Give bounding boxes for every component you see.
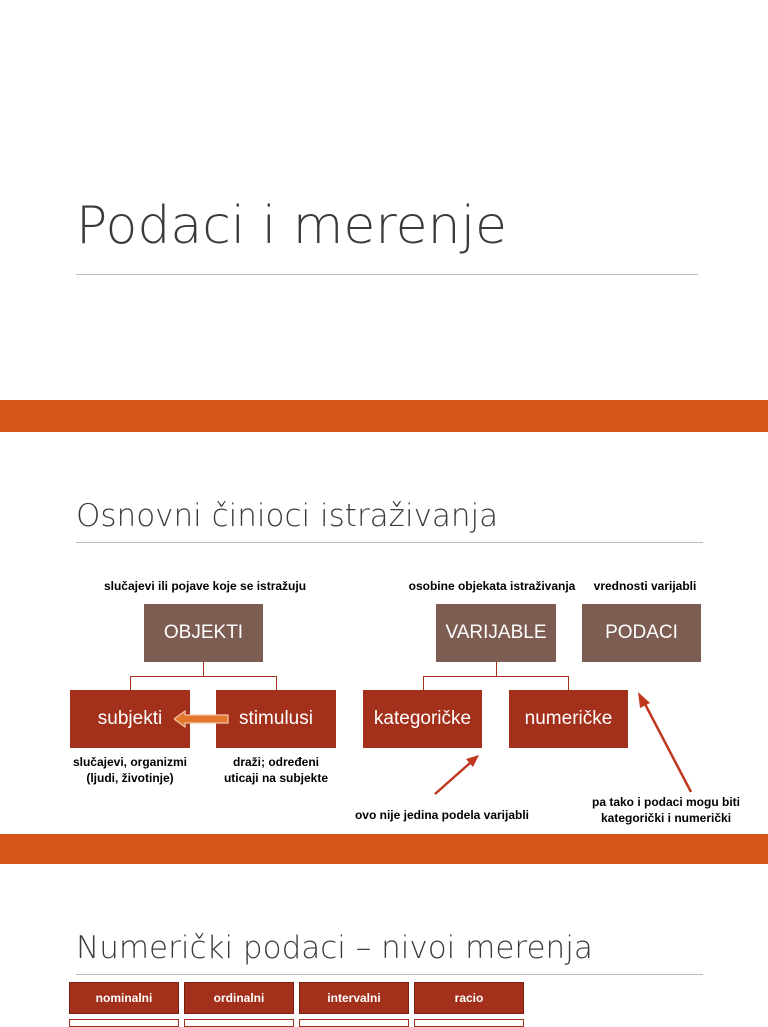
numericke-box: numeričke — [509, 690, 628, 748]
podaci-caption: vrednosti varijabli — [593, 579, 697, 593]
level-intervalni: intervalni — [299, 982, 409, 1014]
level-nominalni: nominalni — [69, 982, 179, 1014]
slide-divider-band — [0, 400, 768, 432]
level-cell — [184, 1019, 294, 1027]
podaci-note-caption — [576, 794, 756, 826]
kategoricke-box: kategoričke — [363, 690, 482, 748]
objekti-caption: slučajevi ili pojave koje se istražuju — [103, 579, 307, 593]
podaci-box: PODACI — [582, 604, 701, 662]
subjekti-box: subjekti — [70, 690, 190, 748]
varijable-caption: osobine objekata istraživanja — [408, 579, 576, 593]
slide-divider-band-2 — [0, 834, 768, 864]
stimulusi-caption-line1: draži; određeni — [232, 755, 319, 769]
subjekti-caption-line2: (ljudi, životinje) — [86, 771, 174, 785]
podaci-note-line2: kategorički i numerički — [600, 811, 732, 825]
objekti-box: OBJEKTI — [144, 604, 263, 662]
level-cell — [414, 1019, 524, 1027]
slide3-title-rule — [76, 974, 703, 975]
slide-levels — [0, 864, 768, 1024]
level-ordinalni: ordinalni — [184, 982, 294, 1014]
level-cell — [69, 1019, 179, 1027]
slide2-title: Osnovni činioci istraživanja — [76, 498, 499, 534]
podaci-note-line1: pa tako i podaci mogu biti — [591, 795, 740, 809]
podela-arrow-icon — [435, 755, 479, 794]
level-cell — [299, 1019, 409, 1027]
podaci-arrow-icon — [638, 692, 691, 792]
slide-title-section — [0, 0, 768, 400]
varijable-box: VARIJABLE — [436, 604, 556, 662]
slide-basics — [0, 432, 768, 834]
slide3-title: Numerički podaci – nivoi merenja — [76, 930, 593, 966]
stimulusi-caption-line2: uticaji na subjekte — [223, 771, 329, 785]
podela-caption: ovo nije jedina podela varijabli — [354, 808, 530, 822]
stimulusi-box: stimulusi — [216, 690, 336, 748]
level-racio: racio — [414, 982, 524, 1014]
slide1-title: Podaci i merenje — [76, 196, 508, 256]
pointer-arrows — [0, 432, 768, 834]
slide1-title-rule — [76, 274, 698, 275]
subjekti-caption-line1: slučajevi, organizmi — [72, 755, 188, 769]
